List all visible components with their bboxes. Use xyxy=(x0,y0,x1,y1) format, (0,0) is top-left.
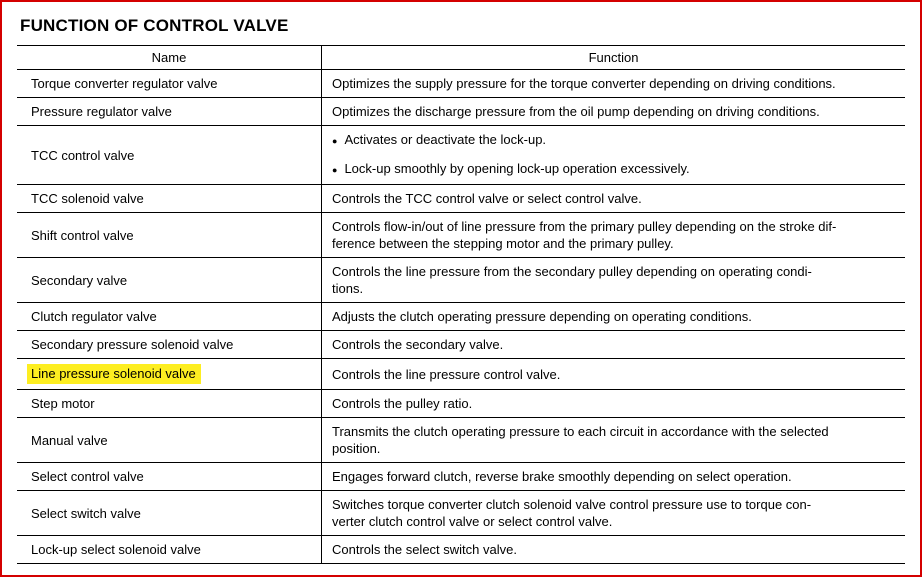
name-cell xyxy=(17,185,321,212)
name-text: Torque converter regulator valve xyxy=(31,76,218,91)
function-cell xyxy=(321,185,905,212)
name-text: Select control valve xyxy=(31,469,144,484)
table-row xyxy=(17,258,905,303)
table-row xyxy=(17,303,905,331)
name-text: Shift control valve xyxy=(31,227,134,243)
header-name-label: Name xyxy=(151,50,187,65)
function-line: Controls the TCC control valve or select control valve. xyxy=(332,191,642,206)
function-line: verter clutch control valve or select control valve. xyxy=(332,514,613,529)
table-row xyxy=(17,126,905,185)
table-row xyxy=(17,463,905,491)
table-body xyxy=(17,70,905,564)
function-line: ference between the stepping motor and the primary pulley. xyxy=(332,236,674,251)
name-text: Pressure regulator valve xyxy=(31,104,172,119)
name-text: Lock-up select solenoid valve xyxy=(31,542,201,557)
name-cell xyxy=(17,98,321,125)
function-cell xyxy=(321,70,905,97)
name-cell xyxy=(17,126,321,184)
function-bullet-line xyxy=(332,131,895,150)
name-text: Step motor xyxy=(31,396,95,411)
table-row xyxy=(17,70,905,98)
function-line: Controls the secondary valve. xyxy=(332,337,504,352)
function-line: Optimizes the supply pressure for the torque converter depending on driving conditions. xyxy=(332,76,836,91)
name-cell xyxy=(17,491,321,535)
bullet-text: Activates or deactivate the lock-up. xyxy=(344,132,547,147)
table-row xyxy=(17,213,905,258)
function-cell xyxy=(321,359,905,389)
function-line: Switches torque converter clutch solenoid valve control pressure use to torque con- xyxy=(332,497,812,512)
function-cell xyxy=(321,390,905,417)
function-cell xyxy=(321,536,905,563)
function-line: Controls the select switch valve. xyxy=(332,542,517,557)
function-line: Optimizes the discharge pressure from the oil pump depending on driving conditions. xyxy=(332,104,820,119)
table-row xyxy=(17,185,905,213)
function-cell xyxy=(321,491,905,535)
function-line: tions. xyxy=(332,281,364,296)
function-line: position. xyxy=(332,441,381,456)
function-cell xyxy=(321,303,905,330)
function-cell xyxy=(321,258,905,302)
table-row xyxy=(17,390,905,418)
table-row xyxy=(17,536,905,564)
bullet-text: Lock-up smoothly by opening lock-up operation excessively. xyxy=(344,161,690,176)
table-row xyxy=(17,331,905,359)
function-line: Controls the pulley ratio. xyxy=(332,396,473,411)
function-line: Controls the line pressure from the secondary pulley depending on operating condi- xyxy=(332,264,812,279)
name-cell xyxy=(17,359,321,389)
function-bullet-line xyxy=(332,160,895,179)
name-cell xyxy=(17,331,321,358)
function-cell xyxy=(321,463,905,490)
name-cell xyxy=(17,303,321,330)
table-row xyxy=(17,418,905,463)
name-cell xyxy=(17,258,321,302)
function-line: Transmits the clutch operating pressure to each circuit in accordance with the selected xyxy=(332,424,829,439)
table-row xyxy=(17,359,905,390)
name-text: TCC solenoid valve xyxy=(31,191,144,206)
function-cell xyxy=(321,213,905,257)
name-text: Select switch valve xyxy=(31,505,141,521)
name-text: TCC control valve xyxy=(31,147,135,163)
function-cell xyxy=(321,126,905,184)
function-cell xyxy=(321,418,905,462)
function-line: Controls flow-in/out of line pressure from the primary pulley depending on the stroke dif- xyxy=(332,219,837,234)
name-text: Secondary valve xyxy=(31,272,128,288)
table-row xyxy=(17,491,905,536)
name-text: Secondary pressure solenoid valve xyxy=(31,337,234,352)
header-function-cell xyxy=(321,46,905,69)
name-cell xyxy=(17,213,321,257)
bullet-icon: ● xyxy=(332,136,338,146)
header-function-label: Function xyxy=(588,50,639,65)
table-row xyxy=(17,98,905,126)
name-text: Clutch regulator valve xyxy=(31,309,157,324)
name-cell xyxy=(17,463,321,490)
header-name-cell xyxy=(17,46,321,69)
function-line: Adjusts the clutch operating pressure depending on operating conditions. xyxy=(332,309,752,324)
name-cell xyxy=(17,536,321,563)
name-text: Manual valve xyxy=(31,432,108,448)
table-header-row xyxy=(17,46,905,70)
control-valve-table xyxy=(17,45,905,564)
function-cell xyxy=(321,98,905,125)
document xyxy=(2,2,920,564)
name-cell xyxy=(17,390,321,417)
function-cell xyxy=(321,331,905,358)
name-cell xyxy=(17,70,321,97)
bullet-icon: ● xyxy=(332,165,338,175)
highlighted-name-text: Line pressure solenoid valve xyxy=(27,364,201,384)
page-title: FUNCTION OF CONTROL VALVE xyxy=(20,16,289,35)
function-line: Engages forward clutch, reverse brake smoothly depending on select operation. xyxy=(332,469,792,484)
function-line: Controls the line pressure control valve. xyxy=(332,366,561,382)
name-cell xyxy=(17,418,321,462)
